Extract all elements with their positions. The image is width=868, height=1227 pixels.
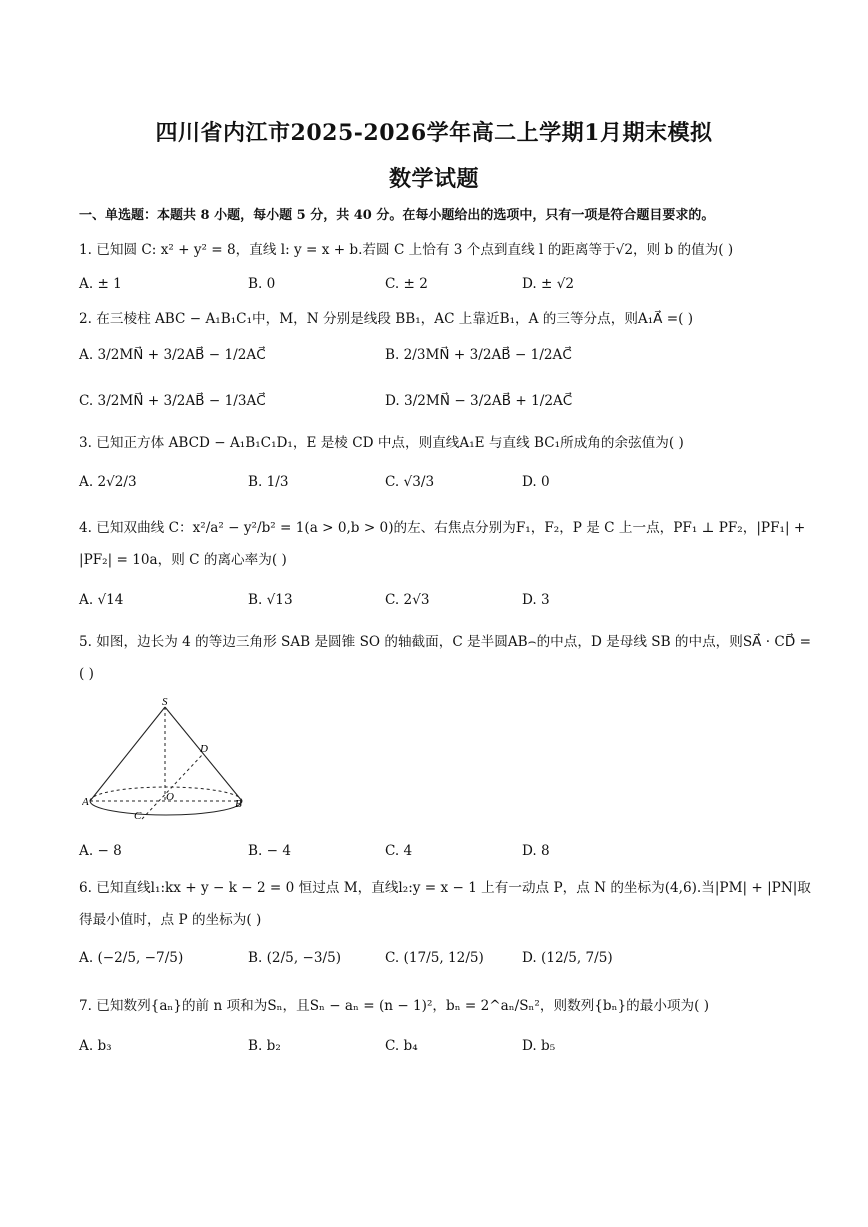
label-b: B	[235, 798, 242, 810]
label-o: O	[166, 791, 174, 803]
question-5-option-b: B. − 4	[248, 843, 291, 859]
question-5-option-a: A. − 8	[79, 843, 122, 859]
question-2-option-a: A. 3/2MN⃗ + 3/2AB⃗ − 1/2AC⃗	[79, 347, 266, 363]
label-a: A	[82, 796, 89, 808]
label-s: S	[162, 697, 168, 708]
question-6-option-c: C. (17/5, 12/5)	[385, 950, 484, 966]
question-1-option-a: A. ± 1	[79, 276, 122, 292]
question-4-option-d: D. 3	[522, 592, 550, 608]
question-2-option-d: D. 3/2MN⃗ − 3/2AB⃗ + 1/2AC⃗	[385, 393, 573, 409]
question-6-option-a: A. (−2/5, −7/5)	[79, 950, 184, 966]
question-6-stem: 6. 已知直线l₁:kx + y − k − 2 = 0 恒过点 M，直线l₂:y = x − 1 上有一动点 P，点 N 的坐标为(4,6).当|PM| + |PN|取得最小值时，点 P 的坐标为( )	[79, 880, 811, 928]
question-5-stem: 5. 如图，边长为 4 的等边三角形 SAB 是圆锥 SO 的轴截面，C 是半圆AB⌢的中点，D 是母线 SB 的中点，则SA⃗ · CD⃗ =( )	[79, 634, 812, 682]
question-7-option-b: B. b₂	[248, 1038, 281, 1054]
question-3-option-a: A. 2√2/3	[79, 474, 137, 490]
section-heading: 一、单选题：本题共 8 小题，每小题 5 分，共 40 分。在每小题给出的选项中，只有一项是符合题目要求的。	[79, 208, 715, 223]
question-1-option-b: B. 0	[248, 276, 276, 292]
question-5-option-c: C. 4	[385, 843, 413, 859]
question-7-option-a: A. b₃	[79, 1038, 112, 1054]
label-d: D	[200, 743, 208, 755]
question-1-option-d: D. ± √2	[522, 276, 575, 292]
question-1-stem: 1. 已知圆 C: x² + y² = 8，直线 l: y = x + b.若圆 C 上恰有 3 个点到直线 l 的距离等于√2，则 b 的值为( )	[79, 242, 734, 258]
question-6-option-b: B. (2/5, −3/5)	[248, 950, 342, 966]
cone-figure	[82, 697, 252, 825]
question-3-option-d: D. 0	[522, 474, 550, 490]
question-6-option-d: D. (12/5, 7/5)	[522, 950, 613, 966]
question-4-stem: 4. 已知双曲线 C：x²/a² − y²/b² = 1(a > 0,b > 0)的左、右焦点分别为F₁，F₂，P 是 C 上一点，PF₁ ⊥ PF₂，|PF₁| + |PF₂| = 10a，则 C 的离心率为( )	[79, 520, 806, 568]
page-title: 四川省内江市2025-2026学年高二上学期1月期末模拟	[155, 120, 713, 146]
page-subtitle: 数学试题	[388, 166, 479, 192]
question-7-option-d: D. b₅	[522, 1038, 556, 1054]
question-2-option-c: C. 3/2MN⃗ + 3/2AB⃗ − 1/3AC⃗	[79, 393, 266, 409]
question-7-option-c: C. b₄	[385, 1038, 418, 1054]
question-1-option-c: C. ± 2	[385, 276, 428, 292]
question-3-option-b: B. 1/3	[248, 474, 289, 490]
label-c: C	[134, 810, 142, 822]
question-3-option-c: C. √3/3	[385, 474, 435, 490]
segment-cd	[142, 754, 203, 819]
question-3-stem: 3. 已知正方体 ABCD − A₁B₁C₁D₁，E 是棱 CD 中点，则直线A₁E 与直线 BC₁所成角的余弦值为( )	[79, 435, 684, 451]
question-2-stem: 2. 在三棱柱 ABC − A₁B₁C₁中，M，N 分别是线段 BB₁，AC 上靠近B₁，A 的三等分点，则A₁A⃗ =( )	[79, 311, 694, 327]
question-5-option-d: D. 8	[522, 843, 550, 859]
cone-base-front-arc	[90, 801, 242, 815]
question-4-option-c: C. 2√3	[385, 592, 430, 608]
question-2-option-b: B. 2/3MN⃗ + 3/2AB⃗ − 1/2AC⃗	[385, 347, 572, 363]
question-7-stem: 7. 已知数列{aₙ}的前 n 项和为Sₙ，且Sₙ − aₙ = (n − 1)²，bₙ = 2^aₙ/Sₙ²，则数列{bₙ}的最小项为( )	[79, 998, 710, 1014]
question-4-option-b: B. √13	[248, 592, 293, 608]
question-4-option-a: A. √14	[79, 592, 124, 608]
